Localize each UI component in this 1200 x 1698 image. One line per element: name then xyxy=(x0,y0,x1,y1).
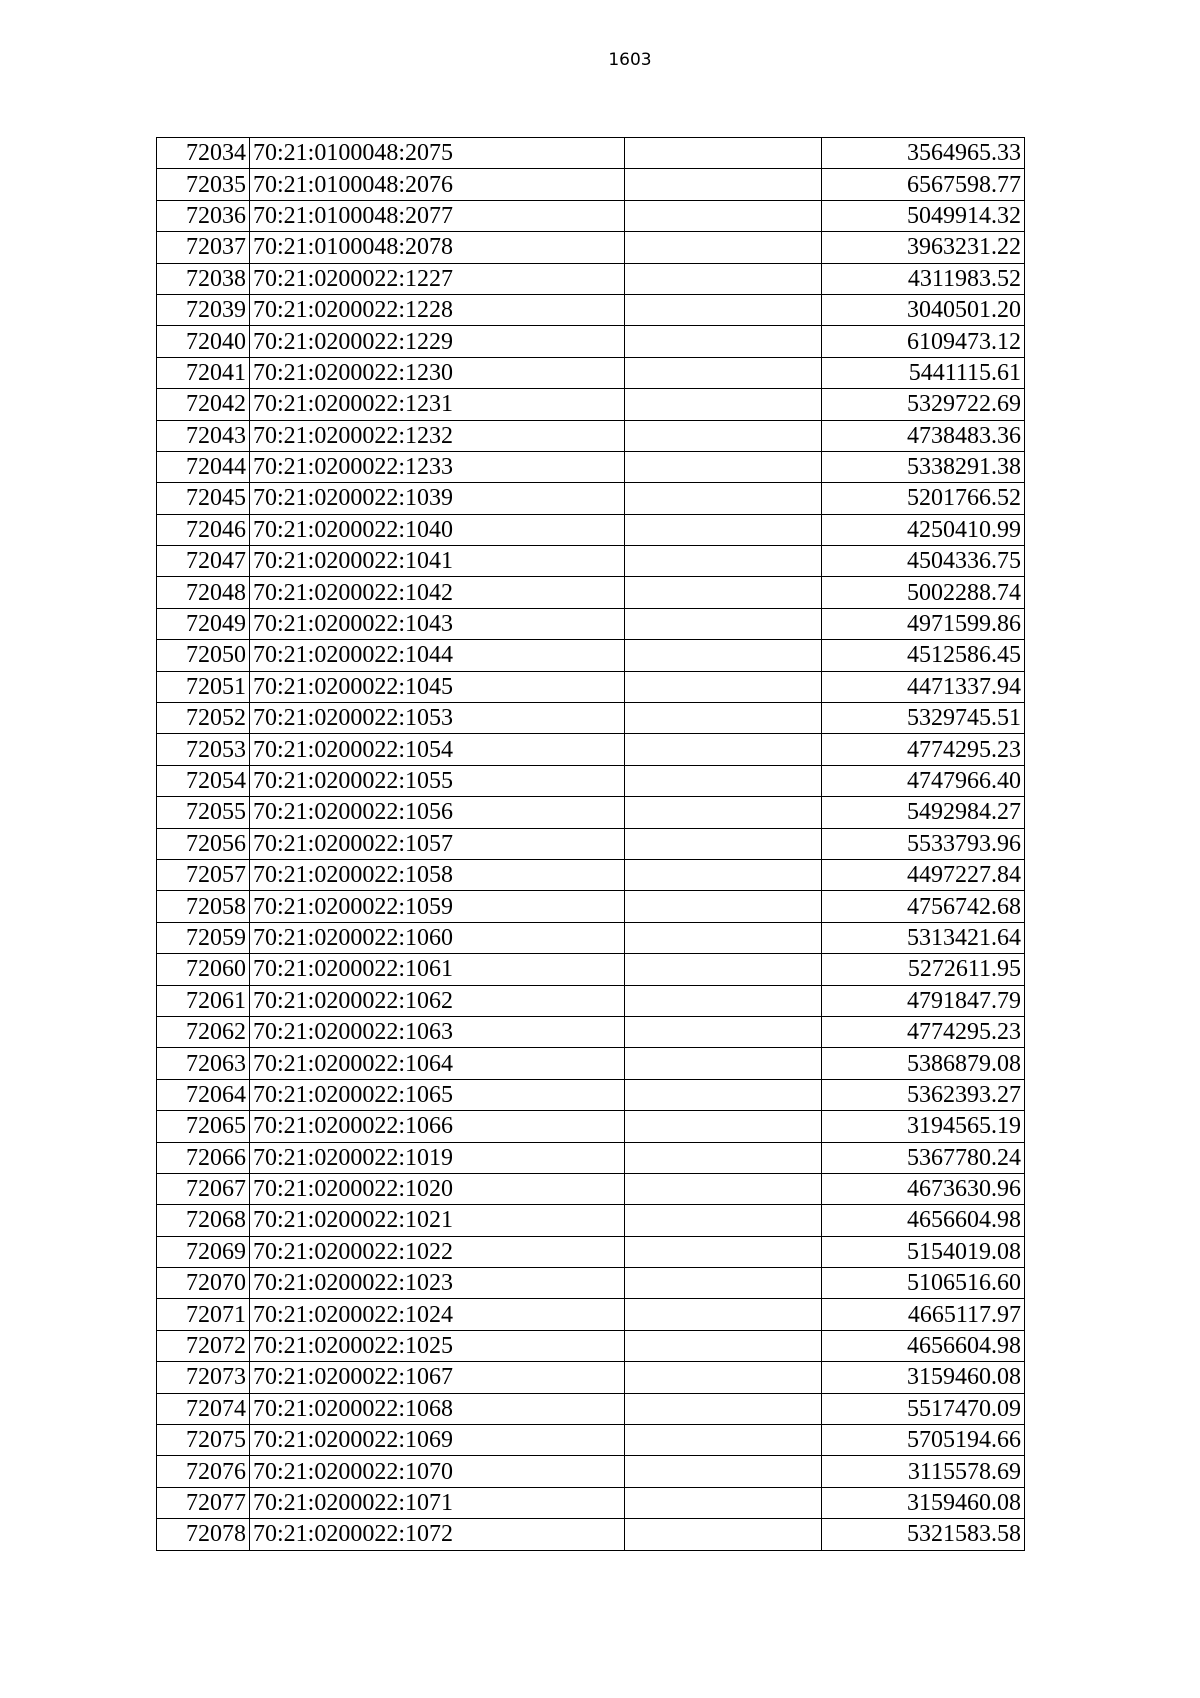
empty-cell xyxy=(625,1016,822,1047)
table-row xyxy=(157,1487,1025,1518)
row-number-cell: 72046 xyxy=(157,514,250,545)
table-row xyxy=(157,828,1025,859)
empty-cell xyxy=(625,294,822,325)
cadastral-value-cell: 5106516.60 xyxy=(822,1268,1025,1299)
row-number-cell: 72035 xyxy=(157,169,250,200)
row-number-cell: 72054 xyxy=(157,765,250,796)
row-number-cell: 72052 xyxy=(157,703,250,734)
table-row xyxy=(157,232,1025,263)
table-row xyxy=(157,985,1025,1016)
empty-cell xyxy=(625,671,822,702)
empty-cell xyxy=(625,954,822,985)
row-number-cell: 72050 xyxy=(157,640,250,671)
empty-cell xyxy=(625,389,822,420)
row-number-cell: 72036 xyxy=(157,200,250,231)
cadastral-number-cell: 70:21:0200022:1053 xyxy=(250,703,625,734)
row-number-cell: 72069 xyxy=(157,1236,250,1267)
table-row xyxy=(157,1330,1025,1361)
cadastral-number-cell: 70:21:0200022:1042 xyxy=(250,577,625,608)
empty-cell xyxy=(625,577,822,608)
cadastral-value-cell: 5154019.08 xyxy=(822,1236,1025,1267)
row-number-cell: 72071 xyxy=(157,1299,250,1330)
table-row xyxy=(157,734,1025,765)
row-number-cell: 72058 xyxy=(157,891,250,922)
cadastral-value-cell: 5049914.32 xyxy=(822,200,1025,231)
cadastral-value-cell: 4471337.94 xyxy=(822,671,1025,702)
empty-cell xyxy=(625,1079,822,1110)
cadastral-value-cell: 3040501.20 xyxy=(822,294,1025,325)
cadastral-value-cell: 5313421.64 xyxy=(822,922,1025,953)
cadastral-number-cell: 70:21:0200022:1044 xyxy=(250,640,625,671)
empty-cell xyxy=(625,1330,822,1361)
empty-cell xyxy=(625,357,822,388)
cadastral-value-cell: 5272611.95 xyxy=(822,954,1025,985)
cadastral-number-cell: 70:21:0200022:1229 xyxy=(250,326,625,357)
cadastral-number-cell: 70:21:0100048:2078 xyxy=(250,232,625,263)
empty-cell xyxy=(625,891,822,922)
empty-cell xyxy=(625,1487,822,1518)
cadastral-value-cell: 5362393.27 xyxy=(822,1079,1025,1110)
cadastral-value-cell: 5367780.24 xyxy=(822,1142,1025,1173)
cadastral-value-cell: 4756742.68 xyxy=(822,891,1025,922)
empty-cell xyxy=(625,326,822,357)
cadastral-number-cell: 70:21:0200022:1045 xyxy=(250,671,625,702)
empty-cell xyxy=(625,1362,822,1393)
cadastral-value-cell: 4250410.99 xyxy=(822,514,1025,545)
row-number-cell: 72056 xyxy=(157,828,250,859)
cadastral-value-cell: 5386879.08 xyxy=(822,1048,1025,1079)
cadastral-number-cell: 70:21:0200022:1039 xyxy=(250,483,625,514)
table-row xyxy=(157,608,1025,639)
table-row xyxy=(157,640,1025,671)
row-number-cell: 72076 xyxy=(157,1456,250,1487)
empty-cell xyxy=(625,1268,822,1299)
table-row xyxy=(157,1048,1025,1079)
cadastral-number-cell: 70:21:0200022:1065 xyxy=(250,1079,625,1110)
table-row xyxy=(157,1393,1025,1424)
cadastral-value-cell: 6109473.12 xyxy=(822,326,1025,357)
cadastral-value-cell: 4738483.36 xyxy=(822,420,1025,451)
table-row xyxy=(157,138,1025,169)
cadastral-number-cell: 70:21:0100048:2077 xyxy=(250,200,625,231)
cadastral-number-cell: 70:21:0200022:1056 xyxy=(250,797,625,828)
cadastral-number-cell: 70:21:0200022:1071 xyxy=(250,1487,625,1518)
row-number-cell: 72078 xyxy=(157,1519,250,1550)
table-row xyxy=(157,954,1025,985)
cadastral-value-cell: 3564965.33 xyxy=(822,138,1025,169)
cadastral-number-cell: 70:21:0200022:1059 xyxy=(250,891,625,922)
cadastral-value-cell: 4311983.52 xyxy=(822,263,1025,294)
table-row xyxy=(157,357,1025,388)
cadastral-value-cell: 5705194.66 xyxy=(822,1425,1025,1456)
cadastral-number-cell: 70:21:0200022:1070 xyxy=(250,1456,625,1487)
cadastral-number-cell: 70:21:0100048:2075 xyxy=(250,138,625,169)
page-number: 1603 xyxy=(608,50,652,70)
row-number-cell: 72066 xyxy=(157,1142,250,1173)
cadastral-value-cell: 5329745.51 xyxy=(822,703,1025,734)
row-number-cell: 72051 xyxy=(157,671,250,702)
cadastral-number-cell: 70:21:0200022:1062 xyxy=(250,985,625,1016)
row-number-cell: 72043 xyxy=(157,420,250,451)
row-number-cell: 72073 xyxy=(157,1362,250,1393)
empty-cell xyxy=(625,1519,822,1550)
cadastral-number-cell: 70:21:0200022:1021 xyxy=(250,1205,625,1236)
cadastral-number-cell: 70:21:0200022:1054 xyxy=(250,734,625,765)
empty-cell xyxy=(625,138,822,169)
cadastral-value-cell: 5321583.58 xyxy=(822,1519,1025,1550)
cadastral-number-cell: 70:21:0200022:1066 xyxy=(250,1111,625,1142)
empty-cell xyxy=(625,263,822,294)
cadastral-number-cell: 70:21:0100048:2076 xyxy=(250,169,625,200)
cadastral-value-cell: 3159460.08 xyxy=(822,1487,1025,1518)
row-number-cell: 72061 xyxy=(157,985,250,1016)
table-row xyxy=(157,514,1025,545)
empty-cell xyxy=(625,765,822,796)
empty-cell xyxy=(625,608,822,639)
row-number-cell: 72047 xyxy=(157,546,250,577)
empty-cell xyxy=(625,546,822,577)
cadastral-number-cell: 70:21:0200022:1227 xyxy=(250,263,625,294)
table-row xyxy=(157,1173,1025,1204)
cadastral-value-cell: 4656604.98 xyxy=(822,1205,1025,1236)
row-number-cell: 72067 xyxy=(157,1173,250,1204)
table-row xyxy=(157,1016,1025,1047)
table-row xyxy=(157,703,1025,734)
table-row xyxy=(157,389,1025,420)
cadastral-number-cell: 70:21:0200022:1058 xyxy=(250,859,625,890)
cadastral-number-cell: 70:21:0200022:1063 xyxy=(250,1016,625,1047)
table-row xyxy=(157,451,1025,482)
empty-cell xyxy=(625,420,822,451)
cadastral-value-cell: 6567598.77 xyxy=(822,169,1025,200)
cadastral-value-cell: 4512586.45 xyxy=(822,640,1025,671)
table-row xyxy=(157,1205,1025,1236)
cadastral-value-cell: 3115578.69 xyxy=(822,1456,1025,1487)
cadastral-number-cell: 70:21:0200022:1061 xyxy=(250,954,625,985)
table-row xyxy=(157,797,1025,828)
table-row xyxy=(157,1236,1025,1267)
table-row xyxy=(157,1456,1025,1487)
cadastral-number-cell: 70:21:0200022:1041 xyxy=(250,546,625,577)
cadastral-number-cell: 70:21:0200022:1022 xyxy=(250,1236,625,1267)
row-number-cell: 72070 xyxy=(157,1268,250,1299)
empty-cell xyxy=(625,797,822,828)
empty-cell xyxy=(625,1393,822,1424)
row-number-cell: 72064 xyxy=(157,1079,250,1110)
table-row xyxy=(157,263,1025,294)
table-row xyxy=(157,1519,1025,1550)
table-row xyxy=(157,859,1025,890)
cadastral-number-cell: 70:21:0200022:1019 xyxy=(250,1142,625,1173)
empty-cell xyxy=(625,1456,822,1487)
empty-cell xyxy=(625,985,822,1016)
row-number-cell: 72040 xyxy=(157,326,250,357)
cadastral-value-cell: 4673630.96 xyxy=(822,1173,1025,1204)
table-row xyxy=(157,200,1025,231)
cadastral-number-cell: 70:21:0200022:1023 xyxy=(250,1268,625,1299)
row-number-cell: 72057 xyxy=(157,859,250,890)
cadastral-number-cell: 70:21:0200022:1060 xyxy=(250,922,625,953)
cadastral-number-cell: 70:21:0200022:1072 xyxy=(250,1519,625,1550)
table-row xyxy=(157,765,1025,796)
cadastral-number-cell: 70:21:0200022:1233 xyxy=(250,451,625,482)
empty-cell xyxy=(625,1299,822,1330)
cadastral-value-cell: 3159460.08 xyxy=(822,1362,1025,1393)
cadastral-value-cell: 5201766.52 xyxy=(822,483,1025,514)
table-row xyxy=(157,1111,1025,1142)
row-number-cell: 72074 xyxy=(157,1393,250,1424)
empty-cell xyxy=(625,1205,822,1236)
table-row xyxy=(157,577,1025,608)
table-row xyxy=(157,922,1025,953)
cadastral-number-cell: 70:21:0200022:1069 xyxy=(250,1425,625,1456)
row-number-cell: 72065 xyxy=(157,1111,250,1142)
cadastral-number-cell: 70:21:0200022:1025 xyxy=(250,1330,625,1361)
row-number-cell: 72037 xyxy=(157,232,250,263)
cadastral-value-cell: 4971599.86 xyxy=(822,608,1025,639)
table-row xyxy=(157,483,1025,514)
empty-cell xyxy=(625,200,822,231)
cadastral-value-cell: 4497227.84 xyxy=(822,859,1025,890)
empty-cell xyxy=(625,514,822,545)
table-row xyxy=(157,326,1025,357)
empty-cell xyxy=(625,703,822,734)
cadastral-number-cell: 70:21:0200022:1067 xyxy=(250,1362,625,1393)
row-number-cell: 72072 xyxy=(157,1330,250,1361)
cadastral-value-cell: 3963231.22 xyxy=(822,232,1025,263)
cadastral-value-cell: 4774295.23 xyxy=(822,1016,1025,1047)
row-number-cell: 72077 xyxy=(157,1487,250,1518)
cadastral-number-cell: 70:21:0200022:1064 xyxy=(250,1048,625,1079)
cadastral-number-cell: 70:21:0200022:1228 xyxy=(250,294,625,325)
row-number-cell: 72039 xyxy=(157,294,250,325)
cadastral-number-cell: 70:21:0200022:1020 xyxy=(250,1173,625,1204)
cadastral-value-cell: 5517470.09 xyxy=(822,1393,1025,1424)
cadastral-number-cell: 70:21:0200022:1232 xyxy=(250,420,625,451)
empty-cell xyxy=(625,1048,822,1079)
empty-cell xyxy=(625,1142,822,1173)
cadastral-value-cell: 4665117.97 xyxy=(822,1299,1025,1330)
row-number-cell: 72062 xyxy=(157,1016,250,1047)
row-number-cell: 72049 xyxy=(157,608,250,639)
table-row xyxy=(157,1268,1025,1299)
row-number-cell: 72048 xyxy=(157,577,250,608)
cadastral-value-cell: 5492984.27 xyxy=(822,797,1025,828)
cadastral-value-cell: 4747966.40 xyxy=(822,765,1025,796)
table-row xyxy=(157,1362,1025,1393)
cadastral-value-cell: 5338291.38 xyxy=(822,451,1025,482)
row-number-cell: 72038 xyxy=(157,263,250,294)
cadastral-value-cell: 5533793.96 xyxy=(822,828,1025,859)
row-number-cell: 72044 xyxy=(157,451,250,482)
row-number-cell: 72045 xyxy=(157,483,250,514)
table-row xyxy=(157,671,1025,702)
cadastral-number-cell: 70:21:0200022:1231 xyxy=(250,389,625,420)
table-row xyxy=(157,1142,1025,1173)
table-row xyxy=(157,1299,1025,1330)
row-number-cell: 72041 xyxy=(157,357,250,388)
empty-cell xyxy=(625,232,822,263)
empty-cell xyxy=(625,1173,822,1204)
empty-cell xyxy=(625,640,822,671)
empty-cell xyxy=(625,922,822,953)
cadastral-number-cell: 70:21:0200022:1055 xyxy=(250,765,625,796)
cadastral-value-cell: 5329722.69 xyxy=(822,389,1025,420)
empty-cell xyxy=(625,451,822,482)
row-number-cell: 72053 xyxy=(157,734,250,765)
cadastral-number-cell: 70:21:0200022:1024 xyxy=(250,1299,625,1330)
cadastral-value-cell: 4656604.98 xyxy=(822,1330,1025,1361)
cadastral-value-cell: 5002288.74 xyxy=(822,577,1025,608)
row-number-cell: 72063 xyxy=(157,1048,250,1079)
cadastral-value-cell: 3194565.19 xyxy=(822,1111,1025,1142)
row-number-cell: 72060 xyxy=(157,954,250,985)
cadastral-value-cell: 4774295.23 xyxy=(822,734,1025,765)
table-row xyxy=(157,294,1025,325)
table-row xyxy=(157,891,1025,922)
row-number-cell: 72055 xyxy=(157,797,250,828)
empty-cell xyxy=(625,828,822,859)
cadastral-value-cell: 5441115.61 xyxy=(822,357,1025,388)
row-number-cell: 72034 xyxy=(157,138,250,169)
row-number-cell: 72042 xyxy=(157,389,250,420)
table-row xyxy=(157,546,1025,577)
table-row xyxy=(157,420,1025,451)
empty-cell xyxy=(625,1236,822,1267)
empty-cell xyxy=(625,169,822,200)
cadastral-number-cell: 70:21:0200022:1230 xyxy=(250,357,625,388)
table-row xyxy=(157,1425,1025,1456)
row-number-cell: 72075 xyxy=(157,1425,250,1456)
row-number-cell: 72059 xyxy=(157,922,250,953)
table-row xyxy=(157,1079,1025,1110)
empty-cell xyxy=(625,734,822,765)
empty-cell xyxy=(625,483,822,514)
row-number-cell: 72068 xyxy=(157,1205,250,1236)
registry-table-body xyxy=(157,138,1025,1551)
cadastral-number-cell: 70:21:0200022:1068 xyxy=(250,1393,625,1424)
empty-cell xyxy=(625,1111,822,1142)
table-row xyxy=(157,169,1025,200)
registry-table xyxy=(156,137,1025,1551)
empty-cell xyxy=(625,1425,822,1456)
empty-cell xyxy=(625,859,822,890)
cadastral-value-cell: 4791847.79 xyxy=(822,985,1025,1016)
cadastral-value-cell: 4504336.75 xyxy=(822,546,1025,577)
cadastral-number-cell: 70:21:0200022:1043 xyxy=(250,608,625,639)
cadastral-number-cell: 70:21:0200022:1040 xyxy=(250,514,625,545)
cadastral-number-cell: 70:21:0200022:1057 xyxy=(250,828,625,859)
